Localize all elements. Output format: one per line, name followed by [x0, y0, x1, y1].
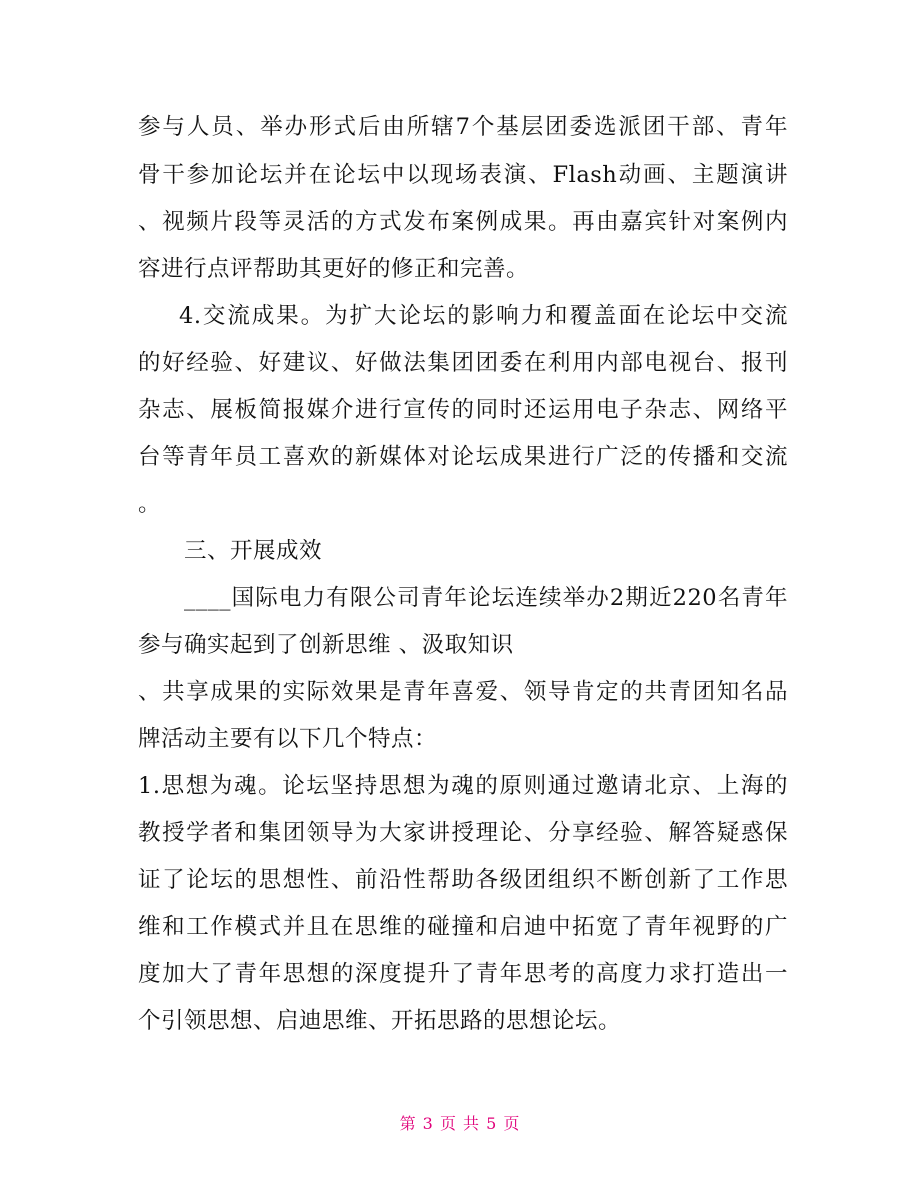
body-text-line: 度加大了青年思想的深度提升了青年思考的高度力求打造出一 — [138, 961, 788, 987]
page-number-footer: 第 3 页 共 5 页 — [399, 1114, 521, 1133]
body-text-line: 杂志、展板简报媒介进行宣传的同时还运用电子杂志、网络平 — [138, 397, 788, 423]
body-text-line: 牌活动主要有以下几个特点： — [138, 726, 438, 752]
section-heading: 三、开展成效 — [184, 538, 323, 564]
body-text-line: 个引领思想、启迪思维、开拓思路的思想论坛。 — [138, 1008, 622, 1034]
body-text-line: 、共享成果的实际效果是青年喜爱、领导肯定的共青团知名品 — [138, 679, 788, 705]
body-text-line: 的好经验、好建议、好做法集团团委在利用内部电视台、报刊 — [138, 350, 788, 376]
body-text-line: 台等青年员工喜欢的新媒体对论坛成果进行广泛的传播和交流 — [138, 444, 788, 470]
body-text-line: 教授学者和集团领导为大家讲授理论、分享经验、解答疑惑保 — [138, 820, 788, 846]
body-text-line: 骨干参加论坛并在论坛中以现场表演、Flash动画、主题演讲 — [138, 162, 788, 188]
body-text-line: 维和工作模式并且在思维的碰撞和启迪中拓宽了青年视野的广 — [138, 914, 788, 940]
body-text-line: ____国际电力有限公司青年论坛连续举办2期近220名青年 — [184, 585, 788, 611]
body-text-line: 、视频片段等灵活的方式发布案例成果。再由嘉宾针对案例内 — [138, 209, 788, 235]
body-text-line: 参与人员、举办形式后由所辖7个基层团委选派团干部、青年 — [138, 114, 788, 140]
list-item-heading: 1.思想为魂。论坛坚持思想为魂的原则通过邀请北京、上海的 — [138, 773, 788, 799]
list-item-heading: 4.交流成果。为扩大论坛的影响力和覆盖面在论坛中交流 — [179, 303, 788, 329]
body-text-line: 容进行点评帮助其更好的修正和完善。 — [138, 256, 530, 282]
body-text-line: 证了论坛的思想性、前沿性帮助各级团组织不断创新了工作思 — [138, 867, 788, 893]
body-text-line: 。 — [138, 491, 162, 517]
body-text-line: 参与确实起到了创新思维 、汲取知识 — [138, 632, 514, 658]
